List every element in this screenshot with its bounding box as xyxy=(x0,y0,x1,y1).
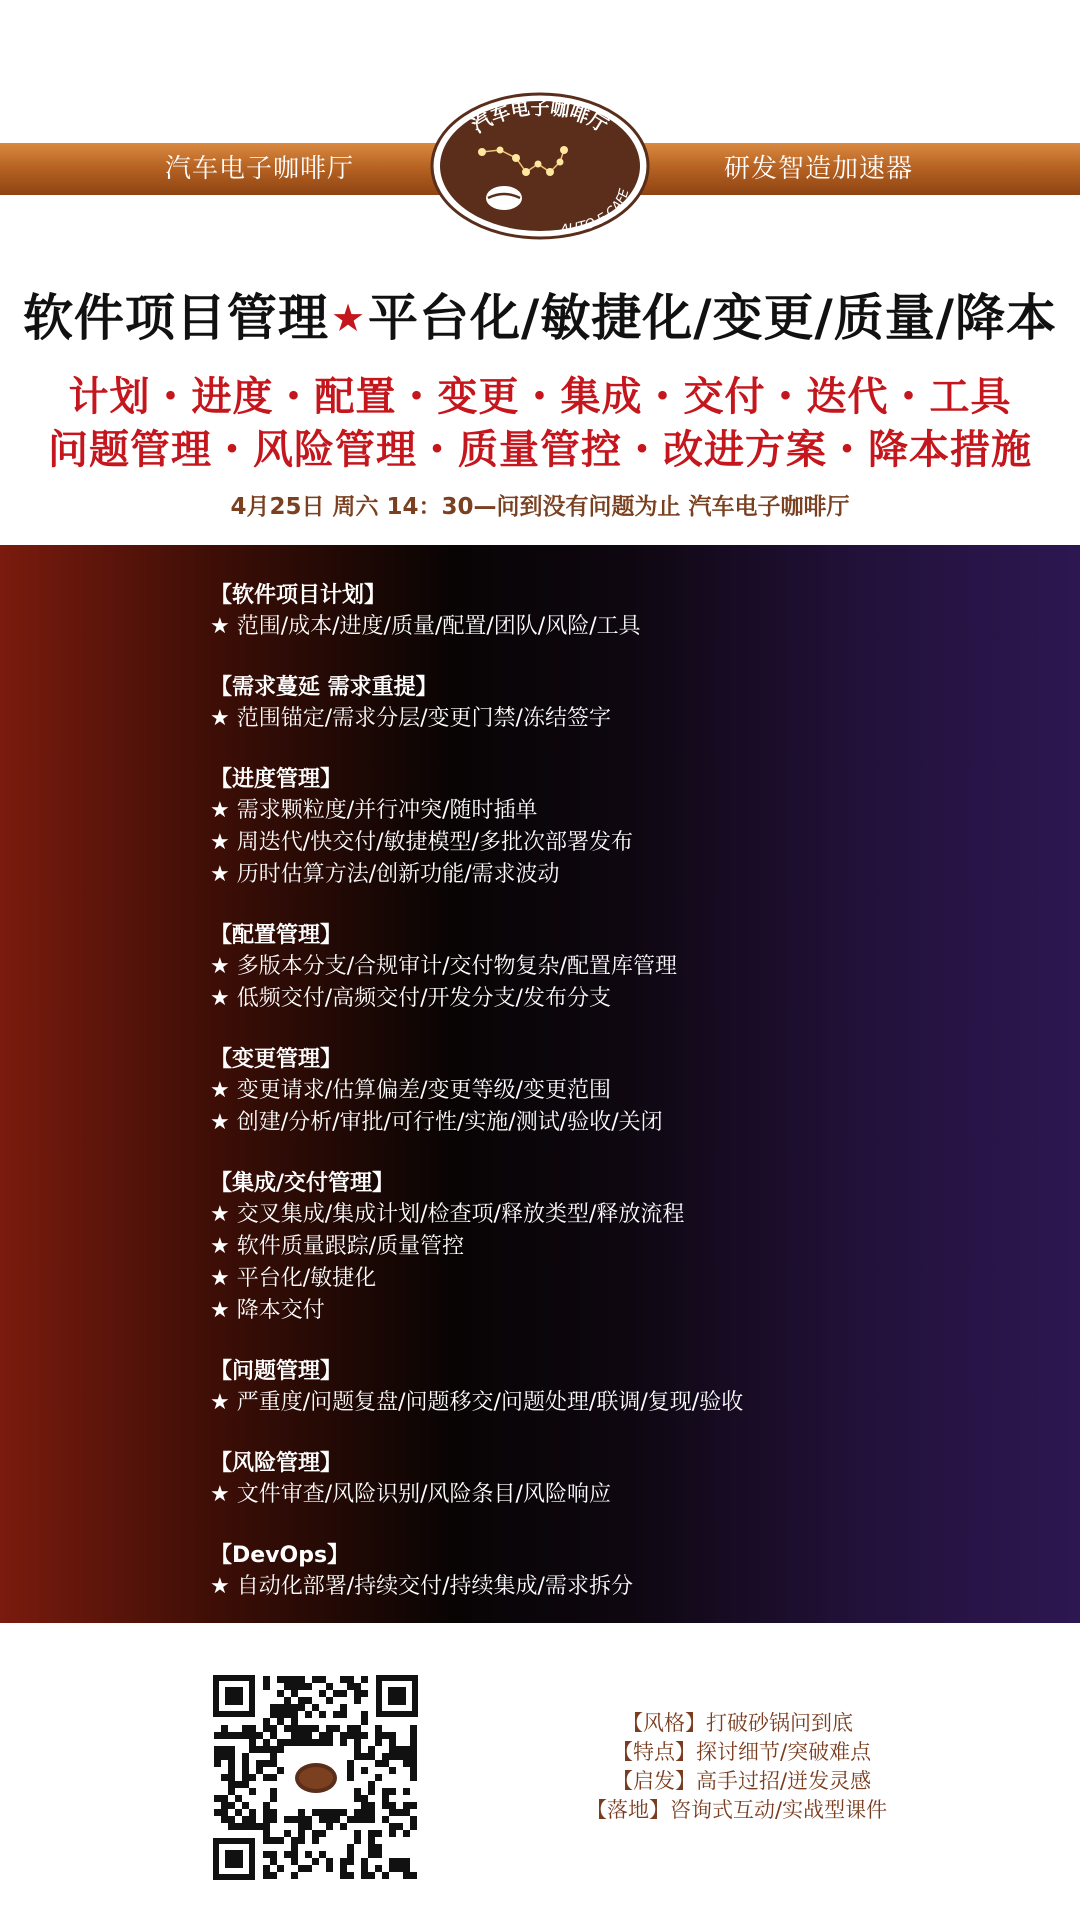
subtitle-line-1: 计划・进度・配置・变更・集成・交付・迭代・工具 xyxy=(68,374,1012,420)
agenda-panel xyxy=(0,545,1080,1623)
logo-top-text: 汽车电子咖啡厅 xyxy=(468,97,612,138)
agenda-section-issues xyxy=(210,1357,1030,1419)
agenda-section-integration xyxy=(210,1169,1030,1327)
agenda-item: ★ 文件审查/风险识别/风险条目/风险响应 xyxy=(210,1482,611,1507)
header-left-text: 汽车电子咖啡厅 xyxy=(165,154,355,184)
agenda-item: ★ 范围/成本/进度/质量/配置/团队/风险/工具 xyxy=(210,614,641,639)
agenda-item: ★ 降本交付 xyxy=(210,1298,325,1323)
agenda-item: ★ 范围锚定/需求分层/变更门禁/冻结签字 xyxy=(210,706,611,731)
section-title: 【变更管理】 xyxy=(210,1047,343,1072)
agenda-section-plan xyxy=(210,581,1030,643)
section-title: 【集成/交付管理】 xyxy=(210,1171,395,1196)
section-title: 【需求蔓延 需求重提】 xyxy=(210,675,438,700)
section-title: 【进度管理】 xyxy=(210,767,343,792)
qr-code-icon[interactable] xyxy=(213,1675,418,1880)
agenda-item: ★ 历时估算方法/创新功能/需求波动 xyxy=(210,862,560,887)
header-right-text: 研发智造加速器 xyxy=(724,154,914,184)
agenda-item: ★ 创建/分析/审批/可行性/实施/测试/验收/关闭 xyxy=(210,1110,663,1135)
section-title: 【风险管理】 xyxy=(210,1451,343,1476)
page-title xyxy=(0,278,1080,350)
agenda-section-configuration xyxy=(210,921,1030,1015)
subtitle-line-2: 问题管理・风险管理・质量管控・改进方案・降本措施 xyxy=(48,427,1032,473)
title-star-icon: ★ xyxy=(330,296,367,340)
coffee-bean-icon xyxy=(486,186,522,210)
agenda-item: ★ 交叉集成/集成计划/检查项/释放类型/释放流程 xyxy=(210,1202,685,1227)
title-part-1: 软件项目管理 xyxy=(22,289,329,347)
feature-highlight: 【特点】探讨细节/突破难点 xyxy=(612,1740,872,1764)
logo-bottom-text: AUTO E CAFE xyxy=(559,187,633,238)
header xyxy=(0,0,1080,545)
agenda-list xyxy=(210,581,1030,1633)
agenda-item: ★ 平台化/敏捷化 xyxy=(210,1266,377,1291)
agenda-item: ★ 软件质量跟踪/质量管控 xyxy=(210,1234,465,1259)
feature-inspiration: 【启发】高手过招/迸发灵感 xyxy=(612,1769,872,1793)
section-title: 【配置管理】 xyxy=(210,923,343,948)
feature-practice: 【落地】咨询式互动/实战型课件 xyxy=(586,1798,888,1822)
agenda-section-schedule xyxy=(210,765,1030,891)
agenda-item: ★ 低频交付/高频交付/开发分支/发布分支 xyxy=(210,986,611,1011)
event-line: 4月25日 周六 14：30—问到没有问题为止 汽车电子咖啡厅 xyxy=(230,494,850,520)
agenda-section-devops xyxy=(210,1541,1030,1603)
logo xyxy=(430,92,650,240)
section-title: 【问题管理】 xyxy=(210,1359,343,1384)
title-part-2: 平台化/敏捷化/变更/质量/降本 xyxy=(368,289,1058,347)
agenda-section-requirements xyxy=(210,673,1030,735)
section-title: 【软件项目计划】 xyxy=(210,583,387,608)
agenda-item: ★ 变更请求/估算偏差/变更等级/变更范围 xyxy=(210,1078,611,1103)
agenda-item: ★ 自动化部署/持续交付/持续集成/需求拆分 xyxy=(210,1574,633,1599)
agenda-item: ★ 多版本分支/合规审计/交付物复杂/配置库管理 xyxy=(210,954,677,979)
agenda-item: ★ 周迭代/快交付/敏捷模型/多批次部署发布 xyxy=(210,830,633,855)
agenda-section-change xyxy=(210,1045,1030,1139)
agenda-item: ★ 严重度/问题复盘/问题移交/问题处理/联调/复现/验收 xyxy=(210,1390,744,1415)
agenda-section-risk xyxy=(210,1449,1030,1511)
features-list xyxy=(580,1709,920,1825)
agenda-item: ★ 需求颗粒度/并行冲突/随时插单 xyxy=(210,798,538,823)
feature-style: 【风格】打破砂锅问到底 xyxy=(622,1711,853,1735)
footer xyxy=(0,1623,1080,1920)
section-title: 【DevOps】 xyxy=(210,1543,350,1568)
